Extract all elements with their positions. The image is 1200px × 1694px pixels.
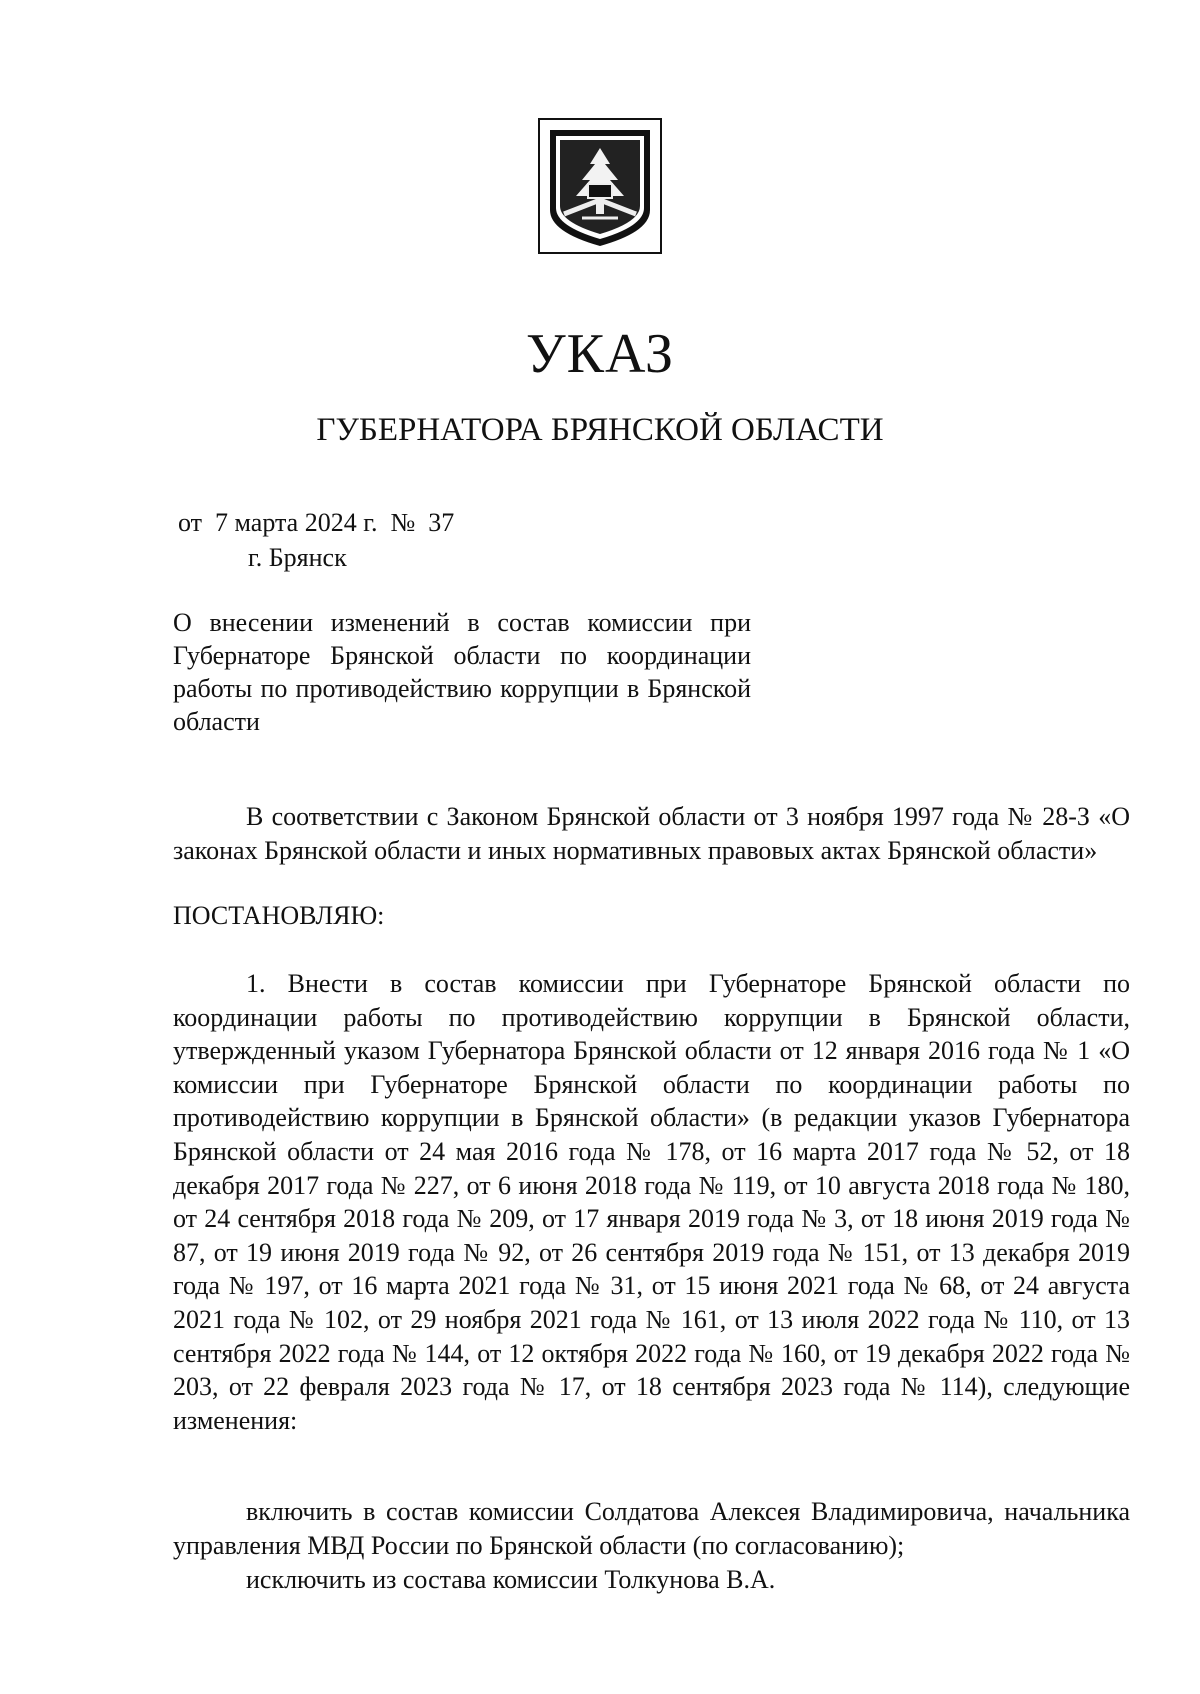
document-date-number: от 7 марта 2024 г. № 37 [178, 508, 455, 537]
coat-of-arms-emblem [538, 118, 662, 254]
document-title: УКАЗ [525, 323, 675, 385]
document-subject: О внесении изменений в состав комиссии при Губернаторе Брянской области по координации работы по противодействию коррупции в Брянской области [173, 608, 751, 736]
preamble-paragraph: В соответствии с Законом Брянской области от 3 ноября 1997 года № 28-З «О законах Брянской области и иных нормативных правовых актах Брянской области» [173, 802, 1130, 865]
exclude-member-paragraph: исключить из состава комиссии Толкунова В.А. [246, 1565, 776, 1594]
clause-1-paragraph: 1. Внести в состав комиссии при Губернаторе Брянской области по координации работы по противодействию коррупции в Брянской области, утвержденный указом Губернатора Брянской области от 12 января 2016 года № 1 «О комиссии при Губернаторе Брянской области по координации работы по противодействию коррупции в Брянской области» (в редакции указов Губернатора Брянской области от 24 мая 2016 года № 178, от 16 марта 2017 года № 52, от 18 декабря 2017 года № 227, от 6 июня 2018 года № 119, от 10 августа 2018 года № 180, от 24 сентября 2018 года № 209, от 17 января 2019 года № 3, от 18 июня 2019 года № 87, от 19 июня 2019 года № 92, от 26 сентября 2019 года № 151, от 13 декабря 2019 года № 197, от 16 марта 2021 года № 31, от 15 июня 2021 года № 68, от 24 августа 2021 года № 102, от 29 ноября 2021 года № 161, от 13 июля 2022 года № 110, от 13 сентября 2022 года № 144, от 12 октября 2022 года № 160, от 19 декабря 2022 года № 203, от 22 февраля 2023 года № 17, от 18 сентября 2023 года № 114), следующие изменения: [173, 969, 1130, 1435]
document-issuer: ГУБЕРНАТОРА БРЯНСКОЙ ОБЛАСТИ [316, 412, 884, 448]
decree-word: ПОСТАНОВЛЯЮ: [173, 901, 385, 930]
document-city: г. Брянск [248, 543, 347, 572]
include-member-paragraph: включить в состав комиссии Солдатова Алексея Владимировича, начальника управления МВД России по Брянской области (по согласованию); [173, 1497, 1130, 1560]
